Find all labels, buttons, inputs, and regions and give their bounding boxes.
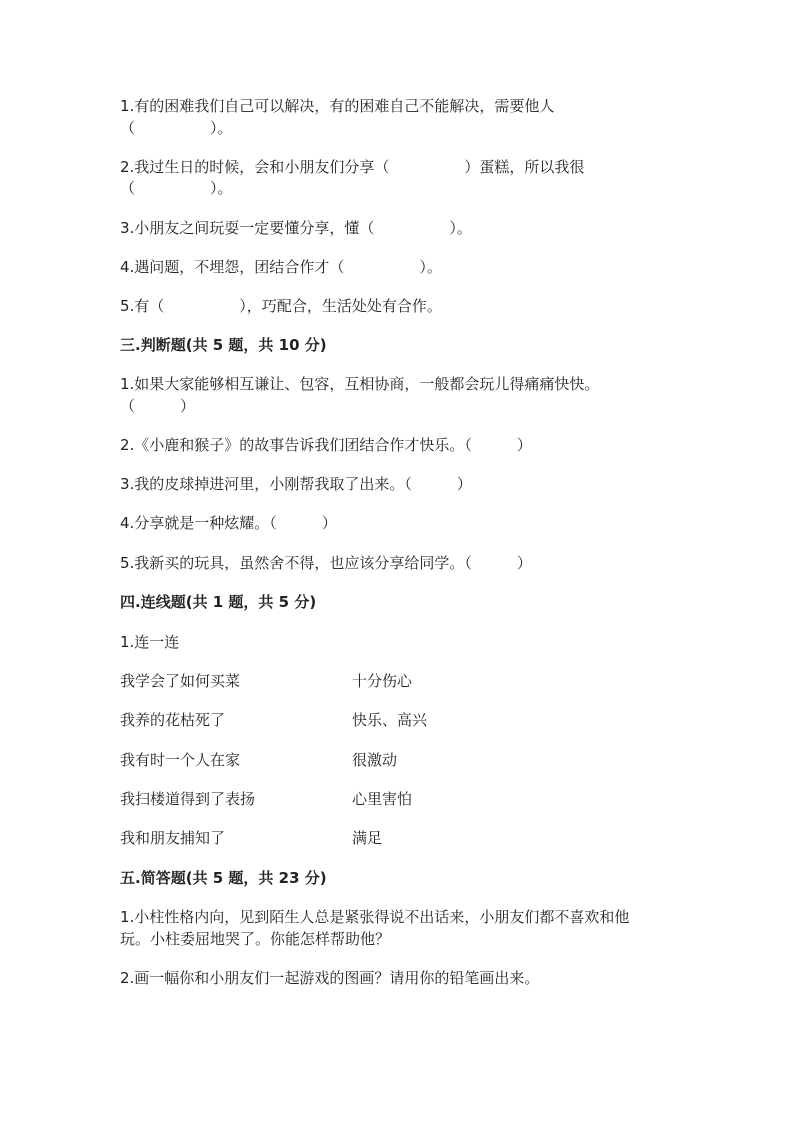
- match-left-2: 我养的花枯死了: [120, 711, 226, 729]
- short-answer-1-line2: 玩。小柱委屈地哭了。你能怎样帮助他？: [120, 930, 391, 948]
- judge-1-line2: （ ）: [120, 397, 196, 415]
- match-left-5: 我和朋友捕知了: [120, 829, 226, 847]
- section4-heading: 四.连线题(共 1 题，共 5 分): [120, 593, 317, 611]
- section3-heading: 三.判断题(共 5 题，共 10 分): [120, 336, 327, 354]
- fill-blank-5: 5.有（ ），巧配合，生活处处有合作。: [120, 297, 442, 315]
- section5-heading: 五.简答题(共 5 题，共 23 分): [120, 869, 327, 887]
- judge-5: 5.我新买的玩具，虽然舍不得，也应该分享给同学。（ ）: [120, 554, 532, 572]
- match-right-1: 十分伤心: [352, 672, 413, 690]
- fill-blank-3: 3.小朋友之间玩耍一定要懂分享，懂（ ）。: [120, 219, 472, 237]
- match-right-3: 很激动: [352, 751, 398, 769]
- match-right-2: 快乐、高兴: [352, 711, 428, 729]
- match-left-4: 我扫楼道得到了表扬: [120, 790, 256, 808]
- short-answer-1-line1: 1.小柱性格内向，见到陌生人总是紧张得说不出话来，小朋友们都不喜欢和他: [120, 908, 630, 926]
- match-right-4: 心里害怕: [352, 790, 413, 808]
- judge-2: 2.《小鹿和猴子》的故事告诉我们团结合作才快乐。（ ）: [120, 436, 532, 454]
- match-left-3: 我有时一个人在家: [120, 751, 241, 769]
- judge-3: 3.我的皮球掉进河里，小刚帮我取了出来。（ ）: [120, 475, 472, 493]
- fill-blank-2-line2: （ ）。: [120, 179, 233, 197]
- judge-4: 4.分享就是一种炫耀。（ ）: [120, 514, 337, 532]
- match-question: 1.连一连: [120, 633, 180, 651]
- short-answer-2: 2.画一幅你和小朋友们一起游戏的图画？请用你的铅笔画出来。: [120, 969, 540, 987]
- match-left-1: 我学会了如何买菜: [120, 672, 241, 690]
- judge-1-line1: 1.如果大家能够相互谦让、包容，互相协商，一般都会玩儿得痛痛快快。: [120, 375, 600, 393]
- fill-blank-4: 4.遇问题，不埋怨，团结合作才（ ）。: [120, 258, 442, 276]
- match-right-5: 满足: [352, 829, 383, 847]
- fill-blank-1-line1: 1.有的困难我们自己可以解决，有的困难自己不能解决，需要他人: [120, 97, 555, 115]
- fill-blank-1-line2: （ ）。: [120, 119, 233, 137]
- fill-blank-2-line1: 2.我过生日的时候，会和小朋友们分享（ ）蛋糕，所以我很: [120, 158, 585, 176]
